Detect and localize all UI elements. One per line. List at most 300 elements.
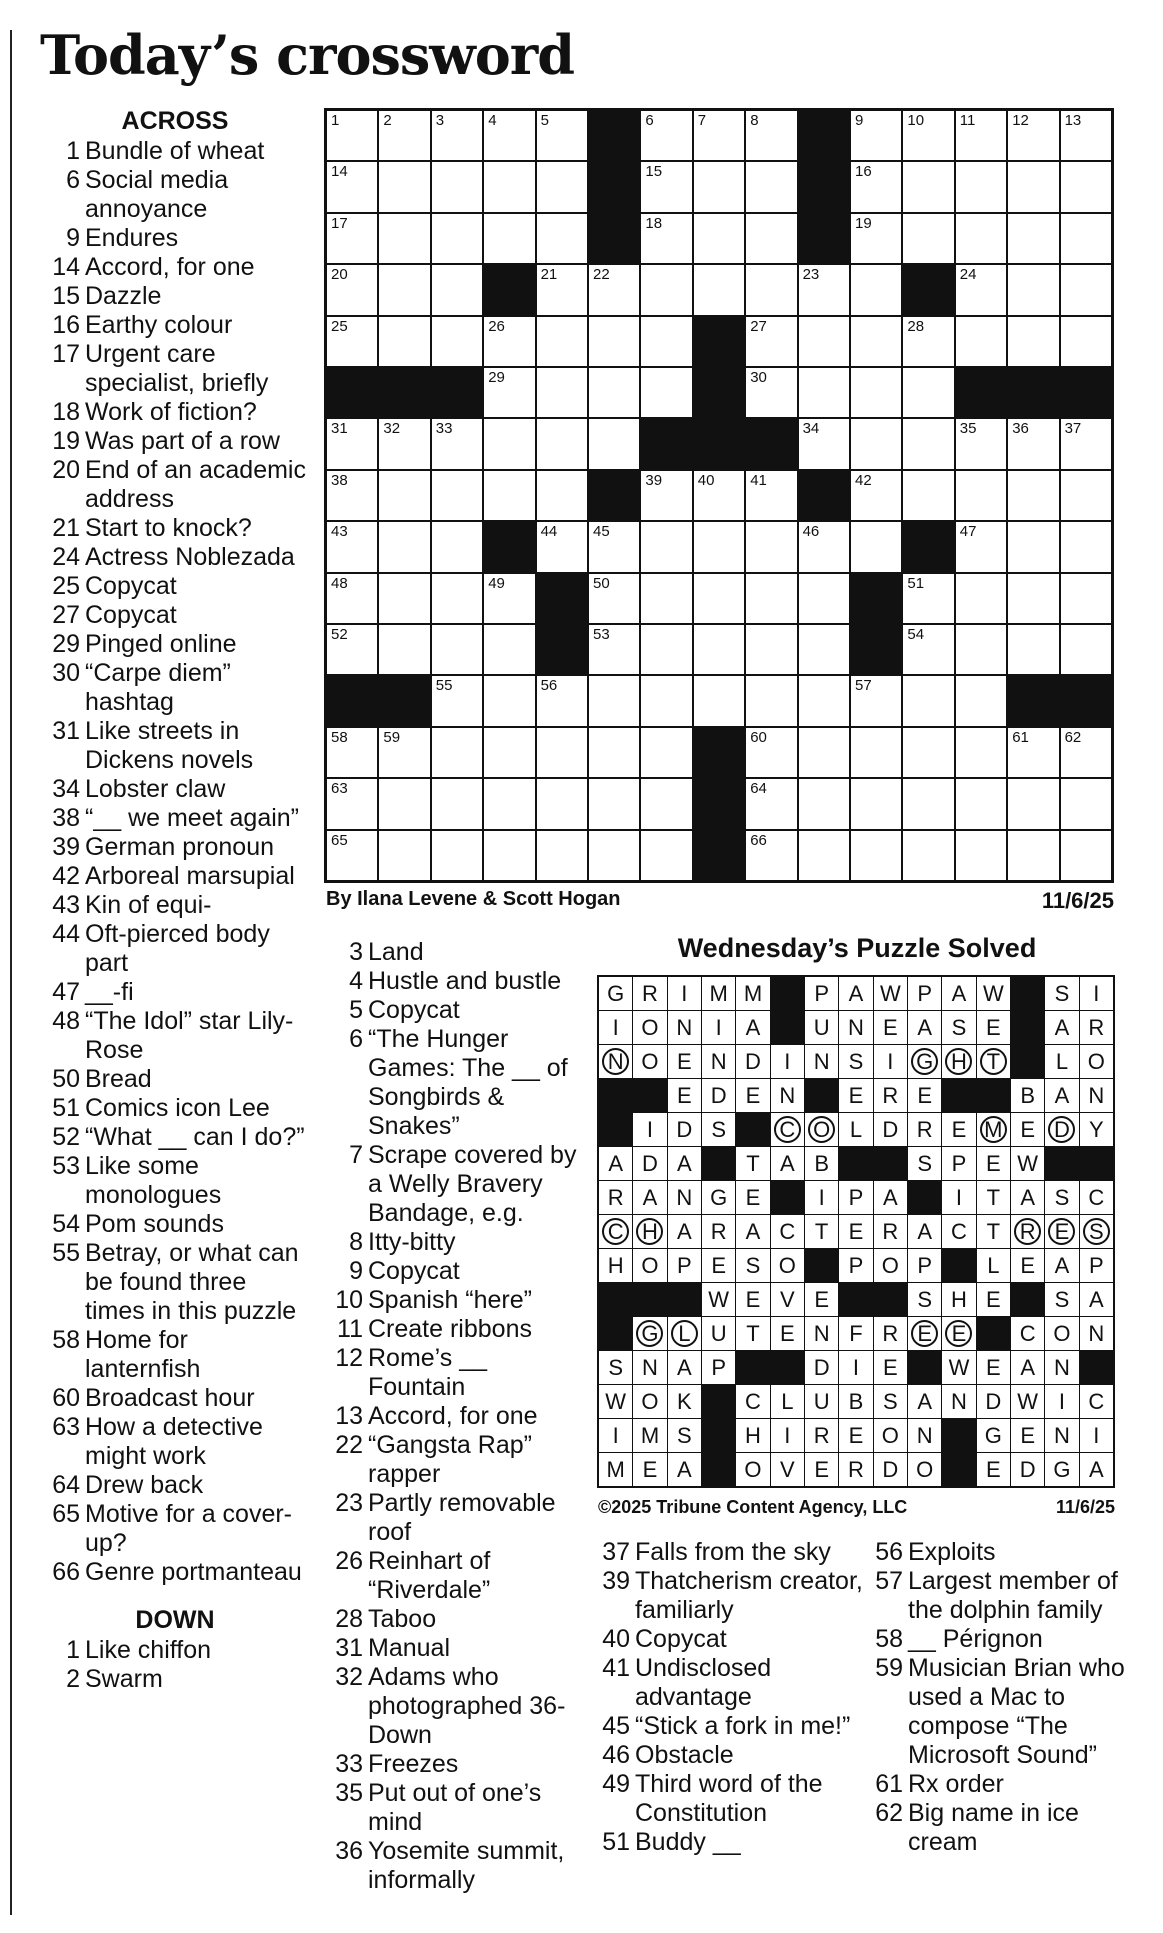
grid-cell[interactable] (379, 419, 429, 468)
grid-cell[interactable] (903, 214, 953, 263)
grid-cell[interactable] (851, 214, 901, 263)
clue-number: 9 (66, 224, 80, 252)
solution-title: Wednesday’s Puzzle Solved (677, 933, 1037, 963)
grid-cell[interactable] (432, 676, 482, 725)
grid-cell[interactable] (589, 368, 639, 417)
grid-cell[interactable] (799, 368, 849, 417)
grid-cell[interactable] (694, 574, 744, 623)
grid-cell[interactable] (694, 676, 744, 725)
solution-cell: A (908, 1011, 941, 1044)
grid-cell[interactable] (1061, 471, 1111, 520)
grid-cell[interactable] (641, 368, 691, 417)
grid-cell[interactable] (799, 625, 849, 674)
grid-cell[interactable] (956, 728, 1006, 777)
grid-cell[interactable] (641, 625, 691, 674)
clue-number: 20 (52, 456, 80, 484)
solution-cell: D (977, 1385, 1010, 1418)
clue-item (870, 1538, 1155, 1567)
grid-cell[interactable] (537, 214, 587, 263)
grid-cell[interactable] (327, 214, 377, 263)
clue-number: 54 (52, 1210, 80, 1238)
down-clues-column-4 (870, 1538, 1155, 1857)
clue-text: Taboo (368, 1605, 437, 1633)
grid-cell[interactable] (956, 214, 1006, 263)
grid-cell[interactable] (641, 471, 691, 520)
grid-cell[interactable] (851, 471, 901, 520)
clue-number: 56 (875, 1538, 903, 1566)
grid-cell[interactable] (851, 368, 901, 417)
grid-cell[interactable] (851, 779, 901, 828)
grid-cell[interactable] (327, 317, 377, 366)
grid-cell[interactable] (1061, 831, 1111, 880)
grid-cell[interactable] (956, 625, 1006, 674)
grid-cell[interactable] (537, 676, 587, 725)
black-square (484, 265, 534, 314)
solution-cell (771, 1113, 804, 1146)
cell-number: 16 (855, 163, 872, 181)
grid-cell[interactable] (379, 471, 429, 520)
grid-cell[interactable] (537, 522, 587, 571)
grid-cell[interactable] (432, 471, 482, 520)
clue-text: Put out of one’s mind (368, 1779, 542, 1836)
clue-text: Adams who photographed 36-Down (368, 1663, 566, 1749)
grid-cell[interactable] (641, 779, 691, 828)
grid-cell[interactable] (379, 214, 429, 263)
solution-cell: V (771, 1453, 804, 1486)
clue-number: 27 (52, 601, 80, 629)
grid-cell[interactable] (589, 317, 639, 366)
grid-cell[interactable] (956, 676, 1006, 725)
clue-number: 63 (52, 1413, 80, 1441)
grid-cell[interactable] (1008, 317, 1058, 366)
grid-cell[interactable] (746, 574, 796, 623)
grid-cell[interactable] (1008, 522, 1058, 571)
grid-cell[interactable] (746, 265, 796, 314)
clue-item (330, 1228, 580, 1257)
byline: By Ilana Levene & Scott Hogan (326, 888, 621, 910)
grid-cell[interactable] (641, 265, 691, 314)
solution-cell: A (839, 977, 872, 1010)
solution-cell: U (805, 1011, 838, 1044)
grid-cell[interactable] (432, 831, 482, 880)
solution-cell: S (908, 1283, 941, 1316)
grid-cell[interactable] (641, 574, 691, 623)
grid-cell[interactable] (1061, 728, 1111, 777)
grid-cell[interactable] (484, 625, 534, 674)
grid-cell[interactable] (432, 419, 482, 468)
solution-cell: C (771, 1215, 804, 1248)
grid-cell[interactable] (589, 265, 639, 314)
solution-cell: W (702, 1283, 735, 1316)
grid-cell[interactable] (799, 676, 849, 725)
grid-cell[interactable] (537, 265, 587, 314)
grid-cell[interactable] (694, 471, 744, 520)
grid-cell[interactable] (484, 419, 534, 468)
grid-cell[interactable] (484, 317, 534, 366)
clue-text: Motive for a cover-up? (85, 1500, 293, 1557)
cell-number: 14 (331, 163, 348, 181)
grid-cell[interactable] (1061, 522, 1111, 571)
black-square (694, 728, 744, 777)
grid-cell[interactable] (432, 265, 482, 314)
cell-number: 51 (907, 574, 925, 592)
grid-cell[interactable] (694, 625, 744, 674)
grid-cell[interactable] (903, 779, 953, 828)
grid-cell[interactable] (432, 728, 482, 777)
clue-item (870, 1567, 1155, 1625)
clue-item (44, 1210, 306, 1239)
cell-number: 24 (959, 266, 977, 284)
grid-cell[interactable] (1061, 214, 1111, 263)
clue-number: 2 (66, 1665, 80, 1693)
clue-item (597, 1625, 865, 1654)
grid-cell[interactable] (484, 831, 534, 880)
grid-cell[interactable] (799, 419, 849, 468)
grid-cell[interactable] (327, 471, 377, 520)
cell-number: 64 (750, 780, 767, 798)
grid-cell[interactable] (537, 831, 587, 880)
grid-cell[interactable] (799, 317, 849, 366)
clue-item (330, 1750, 580, 1779)
grid-cell[interactable] (1008, 625, 1058, 674)
grid-cell[interactable] (799, 574, 849, 623)
solution-cell: E (736, 1181, 769, 1214)
grid-cell[interactable] (432, 574, 482, 623)
solution-black-square (736, 1113, 769, 1146)
solution-black-square (977, 1079, 1010, 1112)
across-clue-list (44, 137, 306, 1587)
grid-cell[interactable] (903, 419, 953, 468)
grid-cell[interactable] (694, 265, 744, 314)
grid-cell[interactable] (589, 419, 639, 468)
grid-cell[interactable] (537, 162, 587, 211)
clue-text: Start to knock? (85, 514, 252, 542)
grid-cell[interactable] (956, 162, 1006, 211)
grid-cell[interactable] (1008, 779, 1058, 828)
grid-cell[interactable] (851, 265, 901, 314)
grid-cell[interactable] (799, 728, 849, 777)
clue-number: 7 (349, 1141, 363, 1169)
grid-cell[interactable] (956, 471, 1006, 520)
solution-cell: A (736, 1215, 769, 1248)
grid-cell[interactable] (537, 728, 587, 777)
grid-cell[interactable] (799, 831, 849, 880)
grid-cell[interactable] (746, 162, 796, 211)
grid-cell[interactable] (903, 574, 953, 623)
grid-cell[interactable] (903, 368, 953, 417)
solution-cell: E (839, 1079, 872, 1112)
grid-cell[interactable] (956, 522, 1006, 571)
grid-cell[interactable] (851, 522, 901, 571)
clue-item (44, 1007, 306, 1065)
grid-cell[interactable] (379, 574, 429, 623)
grid-cell[interactable] (432, 214, 482, 263)
grid-cell[interactable] (484, 728, 534, 777)
cell-number: 61 (1012, 728, 1029, 746)
solution-cell: A (668, 1215, 701, 1248)
clue-item (44, 717, 306, 775)
clue-item (44, 1094, 306, 1123)
clue-text: Copycat (85, 601, 177, 629)
circled-letter: G (911, 1048, 938, 1075)
grid-cell[interactable] (537, 471, 587, 520)
grid-cell[interactable] (432, 625, 482, 674)
grid-cell[interactable] (432, 522, 482, 571)
grid-cell[interactable] (746, 368, 796, 417)
grid-cell[interactable] (1008, 728, 1058, 777)
grid-cell[interactable] (851, 162, 901, 211)
solution-cell: E (805, 1283, 838, 1316)
grid-cell[interactable] (1061, 779, 1111, 828)
grid-cell[interactable] (379, 317, 429, 366)
clue-item (44, 1152, 306, 1210)
clue-item (44, 1471, 306, 1500)
grid-cell[interactable] (746, 111, 796, 160)
grid-cell[interactable] (1008, 419, 1058, 468)
solution-cell: I (599, 1011, 632, 1044)
grid-cell[interactable] (484, 779, 534, 828)
grid-cell[interactable] (903, 728, 953, 777)
grid-cell[interactable] (537, 368, 587, 417)
black-square (641, 419, 691, 468)
grid-cell[interactable] (641, 676, 691, 725)
grid-cell[interactable] (641, 111, 691, 160)
grid-cell[interactable] (484, 214, 534, 263)
grid-cell[interactable] (589, 779, 639, 828)
grid-cell[interactable] (484, 471, 534, 520)
clue-text: Hustle and bustle (368, 967, 562, 995)
grid-cell[interactable] (746, 214, 796, 263)
cell-number: 35 (959, 420, 977, 438)
clue-item (44, 1123, 306, 1152)
grid-cell[interactable] (379, 522, 429, 571)
grid-cell[interactable] (956, 317, 1006, 366)
cell-number: 26 (488, 317, 505, 335)
grid-cell[interactable] (589, 728, 639, 777)
grid-cell[interactable] (956, 111, 1006, 160)
grid-cell[interactable] (903, 831, 953, 880)
clue-text: Arboreal marsupial (85, 862, 295, 890)
grid-cell[interactable] (694, 111, 744, 160)
grid-cell[interactable] (1008, 111, 1058, 160)
grid-cell[interactable] (589, 625, 639, 674)
grid-cell[interactable] (851, 419, 901, 468)
grid-cell[interactable] (694, 162, 744, 211)
grid-cell[interactable] (694, 214, 744, 263)
grid-cell[interactable] (641, 214, 691, 263)
grid-cell[interactable] (956, 574, 1006, 623)
clue-number: 8 (349, 1228, 363, 1256)
grid-cell[interactable] (903, 625, 953, 674)
grid-cell[interactable] (1061, 419, 1111, 468)
grid-cell[interactable] (327, 522, 377, 571)
grid-cell[interactable] (537, 317, 587, 366)
grid-cell[interactable] (1061, 111, 1111, 160)
grid-cell[interactable] (327, 419, 377, 468)
crossword-grid[interactable] (324, 108, 1114, 883)
across-clues-column (44, 106, 306, 1694)
grid-cell[interactable] (484, 368, 534, 417)
grid-cell[interactable] (1061, 317, 1111, 366)
grid-cell[interactable] (956, 265, 1006, 314)
solution-cell: E (839, 1215, 872, 1248)
clue-number: 53 (52, 1152, 80, 1180)
grid-cell[interactable] (1061, 162, 1111, 211)
grid-cell[interactable] (799, 265, 849, 314)
grid-cell[interactable] (851, 831, 901, 880)
grid-cell[interactable] (484, 162, 534, 211)
clue-text: Manual (368, 1634, 450, 1662)
solution-cell: A (633, 1181, 666, 1214)
grid-cell[interactable] (484, 676, 534, 725)
grid-cell[interactable] (537, 419, 587, 468)
grid-cell[interactable] (1008, 265, 1058, 314)
grid-cell[interactable] (379, 162, 429, 211)
grid-cell[interactable] (903, 111, 953, 160)
grid-cell[interactable] (956, 779, 1006, 828)
grid-cell[interactable] (1008, 831, 1058, 880)
grid-cell[interactable] (589, 676, 639, 725)
grid-cell[interactable] (432, 162, 482, 211)
solution-cell: P (908, 977, 941, 1010)
grid-cell[interactable] (641, 728, 691, 777)
grid-cell[interactable] (1061, 625, 1111, 674)
clue-item (597, 1712, 865, 1741)
clue-number: 51 (602, 1828, 630, 1856)
clue-item (44, 1636, 306, 1665)
grid-cell[interactable] (746, 317, 796, 366)
grid-cell[interactable] (746, 676, 796, 725)
grid-cell[interactable] (746, 625, 796, 674)
clue-number: 43 (52, 891, 80, 919)
grid-cell[interactable] (1008, 214, 1058, 263)
grid-cell[interactable] (1061, 265, 1111, 314)
grid-cell[interactable] (327, 111, 377, 160)
grid-cell[interactable] (851, 728, 901, 777)
clue-number: 19 (52, 427, 80, 455)
solution-cell (1045, 1215, 1078, 1248)
grid-cell[interactable] (327, 779, 377, 828)
grid-cell[interactable] (537, 779, 587, 828)
grid-cell[interactable] (327, 265, 377, 314)
clue-number: 51 (52, 1094, 80, 1122)
grid-cell[interactable] (379, 111, 429, 160)
grid-cell[interactable] (1008, 162, 1058, 211)
black-square (694, 831, 744, 880)
grid-cell[interactable] (589, 522, 639, 571)
grid-cell[interactable] (432, 317, 482, 366)
grid-cell[interactable] (851, 317, 901, 366)
grid-cell[interactable] (589, 831, 639, 880)
grid-cell[interactable] (799, 522, 849, 571)
solution-cell: R (839, 1453, 872, 1486)
grid-cell[interactable] (694, 522, 744, 571)
clue-item (330, 1257, 580, 1286)
clue-item (330, 1779, 580, 1837)
grid-cell[interactable] (379, 265, 429, 314)
grid-cell[interactable] (956, 831, 1006, 880)
grid-cell[interactable] (903, 676, 953, 725)
grid-cell[interactable] (327, 728, 377, 777)
grid-cell[interactable] (432, 111, 482, 160)
grid-cell[interactable] (903, 162, 953, 211)
solution-black-square (702, 1385, 735, 1418)
solution-cell: N (702, 1045, 735, 1078)
grid-cell[interactable] (379, 625, 429, 674)
grid-cell[interactable] (746, 779, 796, 828)
solution-cell: I (942, 1181, 975, 1214)
grid-cell[interactable] (1061, 574, 1111, 623)
grid-cell[interactable] (379, 831, 429, 880)
solution-black-square (942, 1453, 975, 1486)
black-square (327, 676, 377, 725)
clue-text: Work of fiction? (85, 398, 257, 426)
clue-text: Land (368, 938, 424, 966)
grid-cell[interactable] (746, 831, 796, 880)
grid-cell[interactable] (327, 831, 377, 880)
grid-cell[interactable] (379, 779, 429, 828)
grid-cell[interactable] (956, 419, 1006, 468)
grid-cell[interactable] (484, 111, 534, 160)
grid-cell[interactable] (746, 728, 796, 777)
clue-item (597, 1770, 865, 1828)
grid-cell[interactable] (851, 111, 901, 160)
solution-cell: K (668, 1385, 701, 1418)
grid-cell[interactable] (537, 111, 587, 160)
solution-cell: R (805, 1419, 838, 1452)
solution-cell: E (1011, 1249, 1044, 1282)
grid-cell[interactable] (746, 471, 796, 520)
grid-cell[interactable] (327, 574, 377, 623)
cell-number: 23 (802, 266, 820, 284)
grid-cell[interactable] (327, 625, 377, 674)
clue-item (330, 938, 580, 967)
solution-cell: P (805, 977, 838, 1010)
grid-cell[interactable] (484, 574, 534, 623)
solution-cell: S (942, 1011, 975, 1044)
circled-letter: S (1083, 1218, 1110, 1245)
solution-cell: H (736, 1419, 769, 1452)
clue-text: Musician Brian who used a Mac to compose “The Microsoft Sound” (908, 1654, 1125, 1769)
grid-cell[interactable] (799, 779, 849, 828)
grid-cell[interactable] (641, 831, 691, 880)
grid-cell[interactable] (851, 676, 901, 725)
clue-item (330, 967, 580, 996)
grid-cell[interactable] (1008, 574, 1058, 623)
solution-cell: O (908, 1453, 941, 1486)
grid-cell[interactable] (641, 317, 691, 366)
grid-cell[interactable] (1008, 471, 1058, 520)
clue-number: 61 (875, 1770, 903, 1798)
solution-cell: W (874, 977, 907, 1010)
solution-cell: O (874, 1419, 907, 1452)
grid-cell[interactable] (379, 728, 429, 777)
grid-cell[interactable] (746, 522, 796, 571)
clue-text: “The Idol” star Lily-Rose (85, 1007, 294, 1064)
cell-number: 2 (383, 112, 392, 129)
grid-cell[interactable] (432, 779, 482, 828)
grid-cell[interactable] (327, 162, 377, 211)
clue-item (44, 1326, 306, 1384)
grid-cell[interactable] (641, 162, 691, 211)
grid-cell[interactable] (589, 574, 639, 623)
solution-cell: P (942, 1147, 975, 1180)
solution-cell: R (702, 1215, 735, 1248)
grid-cell[interactable] (903, 317, 953, 366)
grid-cell[interactable] (641, 522, 691, 571)
grid-cell[interactable] (903, 471, 953, 520)
clue-text: Like some monologues (85, 1152, 222, 1209)
